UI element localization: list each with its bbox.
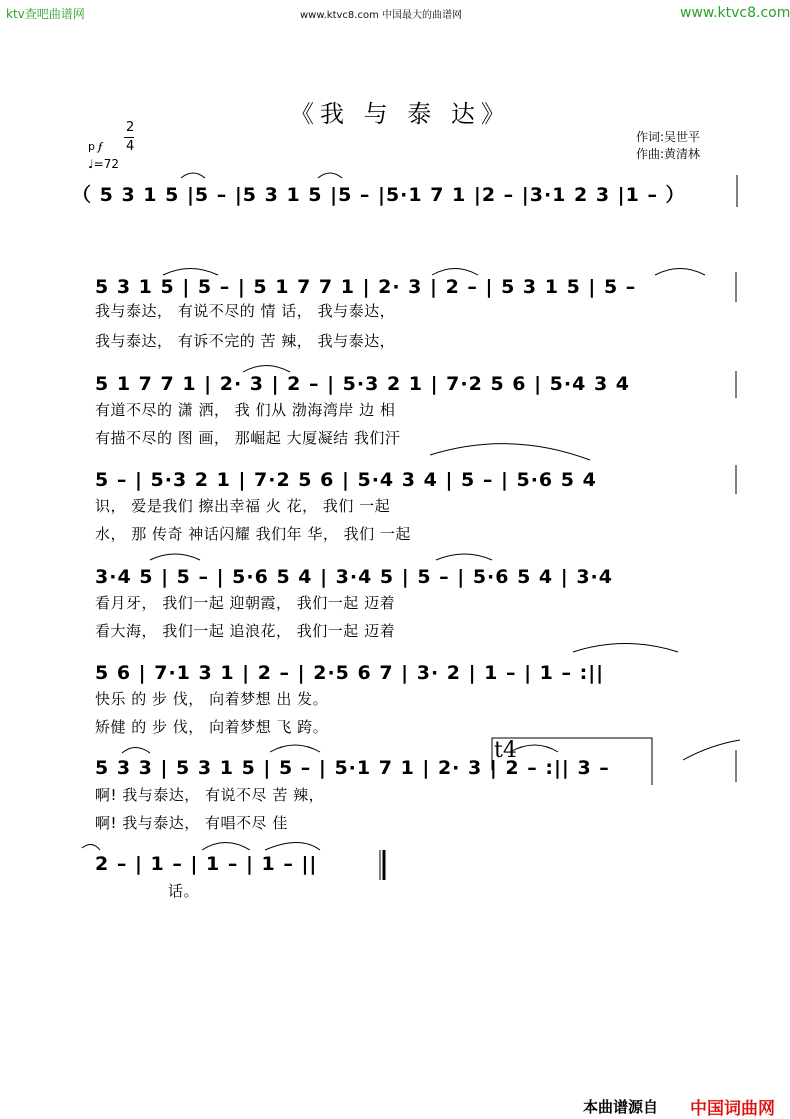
- system-4-notes: 5 – | 5·3 2 1 | 7·2 5 6 | 5·4 3 4 | 5 – | 5·6 5 4: [95, 469, 597, 491]
- composer-credit: 作曲:黄清林: [636, 147, 701, 161]
- score-title: 《我 与 泰 达》: [290, 100, 511, 128]
- lyricist-credit: 作词:吴世平: [636, 130, 701, 144]
- watermark-right: www.ktvc8.com: [680, 5, 790, 21]
- system-5-lyrics-2: 看大海， 我们一起 追浪花， 我们一起 迈着: [95, 622, 396, 640]
- system-2-lyrics-1: 我与泰达， 有说不尽的 情 话， 我与泰达，: [95, 302, 396, 320]
- time-signature-top: 2: [126, 120, 135, 135]
- system-6-notes: 5 6 | 7·1 3 1 | 2 – | 2·5 6 7 | 3· 2 | 1 – | 1 – :||: [95, 662, 605, 684]
- system-7-lyrics-2: 啊! 我与泰达， 有唱不尽 佳: [95, 814, 288, 832]
- system-8-lyrics-1: 话。: [168, 882, 200, 900]
- footer-source-label: 本曲谱源自: [583, 1098, 659, 1116]
- watermark-center: www.ktvc8.com 中国最大的曲谱网: [300, 10, 463, 21]
- system-4-lyrics-1: 识， 爱是我们 擦出幸福 火 花， 我们 一起: [95, 497, 391, 515]
- system-7-notes: 5 3 3 | 5 3 1 5 | 5 – | 5·1 7 1 | 2· 3 | 2 – :|| 3 –: [95, 757, 610, 779]
- system-8-notes: 2 – | 1 – | 1 – | 1 – ||: [95, 853, 318, 875]
- volta-label: t4: [494, 738, 517, 763]
- tempo-mark: ♩=72: [88, 157, 119, 171]
- dynamics-mark: p 𝆑: [88, 140, 103, 153]
- system-6-lyrics-1: 快乐 的 步 伐， 向着梦想 出 发。: [95, 690, 329, 708]
- system-2-notes: 5 3 1 5 | 5 – | 5 1 7 7 1 | 2· 3 | 2 – | 5 3 1 5 | 5 –: [95, 276, 637, 298]
- system-5-lyrics-1: 看月牙， 我们一起 迎朝霞， 我们一起 迈着: [95, 594, 396, 612]
- system-7-lyrics-1: 啊! 我与泰达， 有说不尽 苦 辣，: [95, 786, 325, 804]
- system-4-lyrics-2: 水， 那 传奇 神话闪耀 我们年 华， 我们 一起: [95, 525, 411, 543]
- watermark-left: ktv查吧曲谱网: [6, 7, 85, 21]
- system-1-notes: （ 5 3 1 5 |5 – |5 3 1 5 |5 – |5·1 7 1 |2 – |3·1 2 3 |1 – ）: [72, 184, 686, 206]
- system-6-lyrics-2: 矫健 的 步 伐， 向着梦想 飞 跨。: [95, 718, 329, 736]
- footer-site-link[interactable]: 中国词曲网: [690, 1099, 775, 1119]
- system-2-lyrics-2: 我与泰达， 有诉不完的 苦 辣， 我与泰达，: [95, 332, 396, 350]
- system-5-notes: 3·4 5 | 5 – | 5·6 5 4 | 3·4 5 | 5 – | 5·6 5 4 | 3·4: [95, 566, 613, 588]
- system-3-notes: 5 1 7 7 1 | 2· 3 | 2 – | 5·3 2 1 | 7·2 5 6 | 5·4 3 4: [95, 373, 630, 395]
- system-3-lyrics-1: 有道不尽的 潇 洒， 我 们从 渤海湾岸 边 相: [95, 401, 396, 419]
- time-signature-bottom: 4: [126, 139, 135, 154]
- system-3-lyrics-2: 有描不尽的 图 画， 那崛起 大厦凝结 我们汗: [95, 429, 401, 447]
